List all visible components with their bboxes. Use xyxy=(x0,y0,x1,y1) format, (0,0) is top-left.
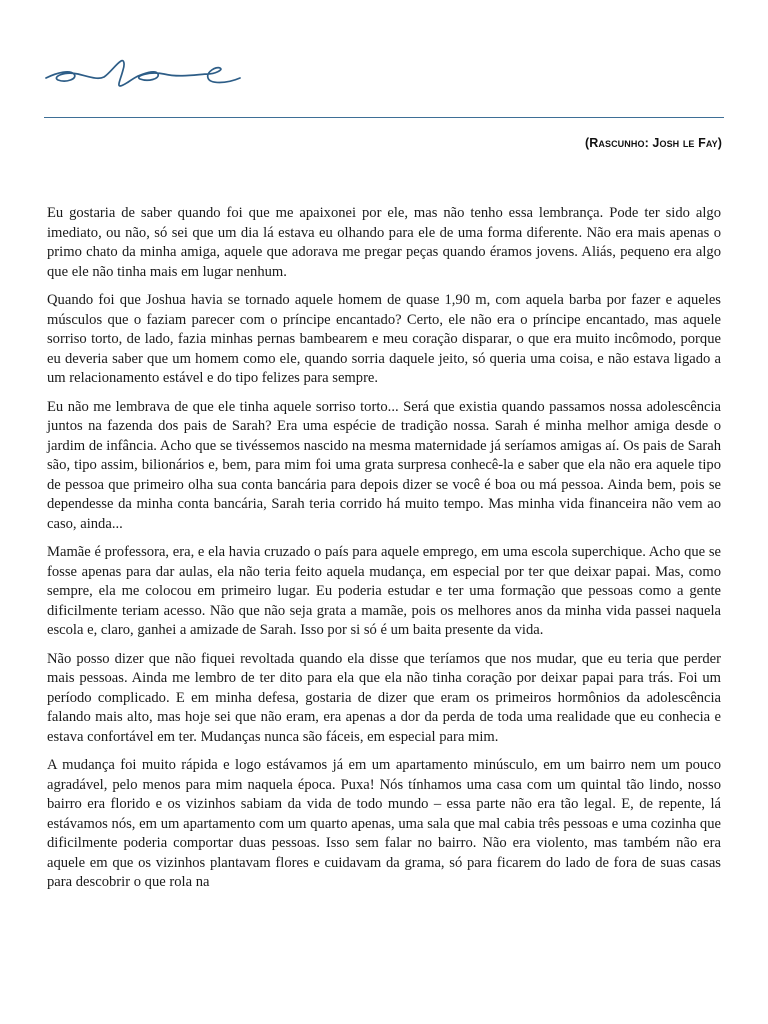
paragraph: A mudança foi muito rápida e logo estávamos já em um apartamento minúsculo, em um bairro nem um pouco agradável, pelo menos para mim naquela época. Puxa! Nós tínhamos uma casa com um quintal tão lindo, nosso bairro era florido e os vizinhos sabiam da vida de todo mundo – essa parte não era tão legal. E, de repente, lá estávamos nós, em um apartamento com um quarto apenas, uma sala que mal cabia três pessoas e uma cozinha que dificilmente poderia comportar duas pessoas. Isso sem falar no bairro. Não era violento, mas também não era aquele em que os vizinhos plantavam flores e cuidavam da grama, só para ficarem do lado de fora de suas casas para descobrir o que rola na xyxy=(47,757,721,890)
header-divider xyxy=(44,117,724,118)
paragraph: Quando foi que Joshua havia se tornado aquele homem de quase 1,90 m, com aquela barba por fazer e aqueles músculos que o faziam parecer com o príncipe encantado? Certo, ele não era o príncipe encantado, mas aquele sorriso torto, de lado, fazia minhas pernas bambearem e meu coração disparar, o que era muito incômodo, porque eu deveria saber que um homem como ele, quando sorria daquele jeito, só queria uma coisa, e não estava ligado a um relacionamento estável e do tipo felizes para sempre. xyxy=(47,292,721,386)
draft-credit: (Rascunho: Josh le Fay) xyxy=(584,136,722,150)
paragraph: Eu gostaria de saber quando foi que me apaixonei por ele, mas não tenho essa lembrança. Pode ter sido algo imediato, ou não, só sei que um dia lá estava eu olhando para ele de uma forma diferente. Não era mais apenas o primo chato da minha amiga, aquele que adorava me pregar peças quando éramos jovens. Aliás, pequeno era algo que ele não tinha mais em lugar nenhum. xyxy=(47,205,721,280)
paragraph: Mamãe é professora, era, e ela havia cruzado o país para aquele emprego, em uma escola superchique. Acho que se fosse apenas para dar aulas, ela não teria feito aquela mudança, em especial por ter que deixar papai. Mas, como sempre, ela me colocou em primeiro lugar. Eu poderia estudar e ter uma formação que pessoas como a gente dificilmente teriam acesso. Não que não seja grata a mamãe, pois os melhores anos da minha vida passei naquela escola e, claro, ganhei a amizade de Sarah. Isso por si só é um baita presente da vida. xyxy=(47,544,721,638)
paragraph: Eu não me lembrava de que ele tinha aquele sorriso torto... Será que existia quando passamos nossa adolescência juntos na fazenda dos pais de Sarah? Era uma espécie de tradição nossa. Sarah é minha melhor amiga desde o jardim de infância. Acho que se tivéssemos nascido na mesma maternidade já seríamos amigas aí. Os pais de Sarah são, tipo assim, bilionários e, bem, para mim foi uma grata surpresa conhecê-la e saber que ela não era aquele tipo de pessoa que primeiro olha sua conta bancária para depois dizer se você é boa ou má pessoa. Ainda bem, pois se dependesse da minha conta bancária, Sarah teria corrido há muito tempo. Mas minha vida financeira não vem ao caso, ainda... xyxy=(47,398,721,532)
paragraph: Não posso dizer que não fiquei revoltada quando ela disse que teríamos que nos mudar, que eu teria que perder mais pessoas. Ainda me lembro de ter dito para ela que ela não tinha coração por deixar papai para trás. Foi um período complicado. E em minha defesa, gostaria de dizer que eram os primeiros hormônios da adolescência falando mais alto, mas hoje sei que não eram, era apenas a dor da perda de toda uma realidade que eu conhecia e estava confortável em ter. Mudanças nunca são fáceis, em especial para mim. xyxy=(47,650,721,745)
ele-logo xyxy=(44,58,244,92)
document-body xyxy=(47,204,721,902)
